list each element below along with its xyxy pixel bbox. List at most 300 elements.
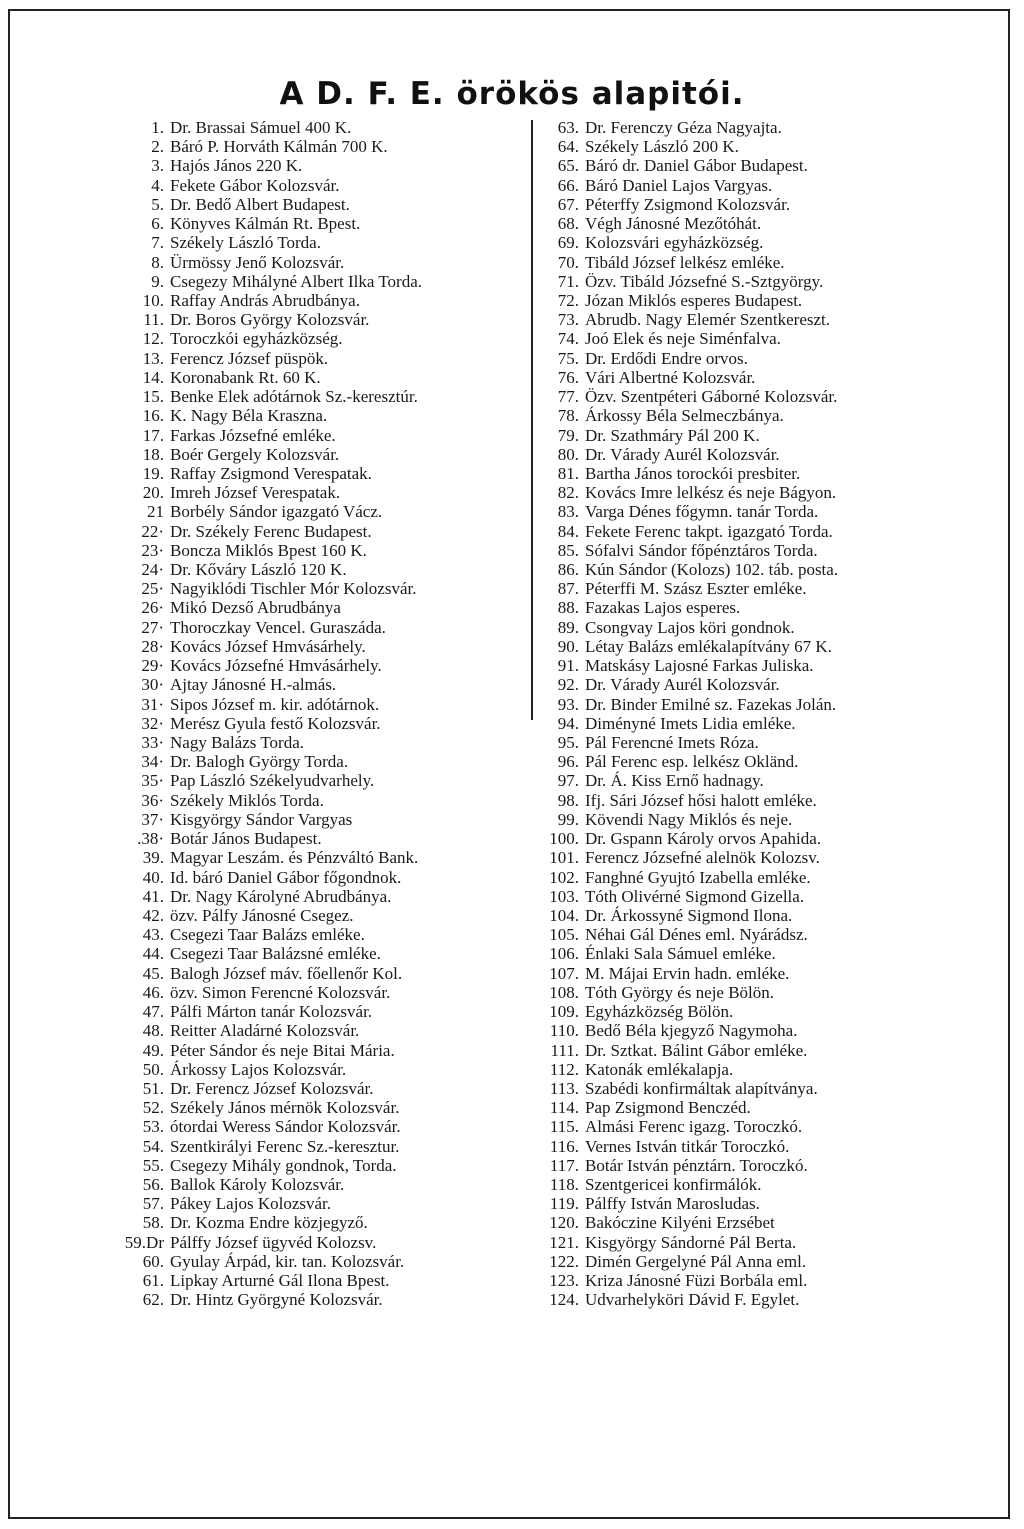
list-item bbox=[118, 848, 528, 867]
entry-number: 78. bbox=[557, 406, 579, 426]
entry-text: Péterffi M. Szász Eszter emléke. bbox=[585, 579, 807, 599]
entry-number: 46. bbox=[142, 982, 164, 1002]
entry-text: Ürmössy Jenő Kolozsvár. bbox=[170, 252, 345, 272]
entry-text: Fekete Ferenc takpt. igazgató Torda. bbox=[585, 521, 833, 541]
entry-text: Egyházközség Bölön. bbox=[585, 1002, 734, 1022]
list-item bbox=[545, 1117, 965, 1136]
list-item bbox=[118, 502, 528, 521]
entry-number: 107. bbox=[549, 963, 579, 983]
entry-text: Kolozsvári egyházközség. bbox=[585, 233, 764, 253]
entry-number: 52. bbox=[142, 1098, 164, 1118]
entry-text: Kövendi Nagy Miklós és neje. bbox=[585, 809, 793, 829]
list-item bbox=[545, 156, 965, 175]
entry-number: 47. bbox=[142, 1002, 164, 1022]
list-item bbox=[118, 1117, 528, 1136]
entry-text: Kisgyörgy Sándorné Pál Berta. bbox=[585, 1232, 797, 1252]
entry-text: Pál Ferencné Imets Róza. bbox=[585, 733, 759, 752]
list-item bbox=[545, 1156, 965, 1175]
entry-number: 11. bbox=[143, 310, 164, 330]
list-item bbox=[118, 1041, 528, 1060]
entry-number: 31· bbox=[141, 694, 164, 714]
entry-number: 70. bbox=[557, 252, 579, 272]
entry-text: Magyar Leszám. és Pénzváltó Bank. bbox=[170, 848, 419, 868]
list-item bbox=[118, 118, 528, 137]
list-item bbox=[545, 214, 965, 233]
list-item bbox=[118, 964, 528, 983]
entry-number: 57. bbox=[142, 1194, 164, 1214]
list-item bbox=[118, 1194, 528, 1213]
entry-text: Báró dr. Daniel Gábor Budapest. bbox=[585, 156, 808, 176]
entry-text: Thoroczkay Vencel. Guraszáda. bbox=[170, 617, 386, 637]
list-item bbox=[118, 656, 528, 675]
list-item bbox=[545, 541, 965, 560]
list-item bbox=[545, 310, 965, 329]
entry-number: 86. bbox=[557, 560, 579, 580]
list-item bbox=[545, 964, 965, 983]
entry-number: 91. bbox=[557, 656, 579, 676]
entry-text: Fazakas Lajos esperes. bbox=[585, 598, 741, 618]
entry-number: 71. bbox=[557, 271, 579, 291]
entry-text: Péterffy Zsigmond Kolozsvár. bbox=[585, 194, 791, 214]
entry-number: 59.Dr bbox=[124, 1232, 164, 1252]
entry-number: 58. bbox=[142, 1213, 164, 1233]
list-item bbox=[545, 176, 965, 195]
entry-text: Pákey Lajos Kolozsvár. bbox=[170, 1194, 331, 1214]
entry-text: Dr. Bedő Albert Budapest. bbox=[170, 194, 350, 214]
entry-number: 82. bbox=[557, 483, 579, 503]
list-item bbox=[118, 349, 528, 368]
list-item bbox=[545, 253, 965, 272]
list-item bbox=[118, 1002, 528, 1021]
entry-text: Koronabank Rt. 60 K. bbox=[170, 367, 321, 387]
entry-number: 1. bbox=[151, 118, 164, 137]
list-item bbox=[118, 483, 528, 502]
list-item bbox=[545, 445, 965, 464]
entry-number: 16. bbox=[142, 406, 164, 426]
entry-number: 118. bbox=[549, 1175, 579, 1195]
entry-number: 28· bbox=[141, 636, 164, 656]
entry-number: 113. bbox=[549, 1078, 579, 1098]
entry-number: 9. bbox=[151, 271, 164, 291]
list-item bbox=[118, 829, 528, 848]
list-item bbox=[118, 406, 528, 425]
entry-number: 114. bbox=[549, 1098, 579, 1118]
entry-number: 55. bbox=[142, 1155, 164, 1175]
entry-text: Dr. Ferencz József Kolozsvár. bbox=[170, 1078, 374, 1098]
list-item bbox=[118, 560, 528, 579]
entry-text: Botár János Budapest. bbox=[170, 829, 322, 849]
entry-text: Dr. Gspann Károly orvos Apahida. bbox=[585, 829, 822, 849]
entry-text: Székely László 200 K. bbox=[585, 137, 739, 157]
entry-text: Farkas Józsefné emléke. bbox=[170, 425, 336, 445]
list-item bbox=[545, 522, 965, 541]
list-item bbox=[118, 1175, 528, 1194]
entry-text: Sófalvi Sándor főpénztáros Torda. bbox=[585, 540, 818, 560]
list-item bbox=[545, 1271, 965, 1290]
list-item bbox=[545, 675, 965, 694]
entry-text: Ferencz József püspök. bbox=[170, 348, 329, 368]
entry-number: 81. bbox=[557, 463, 579, 483]
list-item bbox=[545, 349, 965, 368]
entry-number: 48. bbox=[142, 1021, 164, 1041]
entry-text: Dr. Boros György Kolozsvár. bbox=[170, 310, 370, 330]
list-item bbox=[545, 1290, 965, 1309]
entry-number: 105. bbox=[549, 925, 579, 945]
list-item bbox=[118, 1137, 528, 1156]
entry-number: 54. bbox=[142, 1136, 164, 1156]
list-item bbox=[545, 291, 965, 310]
entry-number: 65. bbox=[557, 156, 579, 176]
list-item bbox=[118, 637, 528, 656]
entry-number: 20. bbox=[142, 483, 164, 503]
entry-number: 116. bbox=[549, 1136, 579, 1156]
entry-text: Kún Sándor (Kolozs) 102. táb. posta. bbox=[585, 560, 839, 580]
entry-text: Kriza Jánosné Füzi Borbála eml. bbox=[585, 1271, 808, 1291]
entry-number: 68. bbox=[557, 214, 579, 234]
entry-number: 77. bbox=[557, 387, 579, 407]
list-item bbox=[118, 1213, 528, 1232]
entry-text: Szentgericei konfirmálók. bbox=[585, 1175, 762, 1195]
entry-text: Néhai Gál Dénes eml. Nyárádsz. bbox=[585, 925, 808, 945]
list-item bbox=[118, 291, 528, 310]
list-item bbox=[118, 214, 528, 233]
entry-number: 41. bbox=[142, 886, 164, 906]
entry-text: Csegezy Mihály gondnok, Torda. bbox=[170, 1155, 397, 1175]
list-item bbox=[545, 1194, 965, 1213]
entry-text: Árkossy Lajos Kolozsvár. bbox=[170, 1059, 347, 1079]
list-item bbox=[118, 137, 528, 156]
list-item bbox=[545, 887, 965, 906]
entry-text: Dr. Erdődi Endre orvos. bbox=[585, 348, 748, 368]
entry-number: 89. bbox=[557, 617, 579, 637]
entry-text: Létay Balázs emlékalapítvány 67 K. bbox=[585, 636, 832, 656]
list-item bbox=[118, 541, 528, 560]
entry-text: Dr. Hintz Györgyné Kolozsvár. bbox=[170, 1290, 383, 1310]
list-item bbox=[545, 1079, 965, 1098]
entry-text: Tibáld József lelkész emléke. bbox=[585, 252, 785, 272]
entry-number: 62. bbox=[142, 1290, 164, 1310]
entry-number: 63. bbox=[557, 118, 579, 137]
entry-text: ótordai Weress Sándor Kolozsvár. bbox=[170, 1117, 401, 1137]
list-item bbox=[545, 1137, 965, 1156]
list-item bbox=[545, 560, 965, 579]
list-item bbox=[118, 310, 528, 329]
list-item bbox=[118, 887, 528, 906]
entry-text: Dr. Árkossyné Sigmond Ilona. bbox=[585, 905, 793, 925]
list-item bbox=[545, 829, 965, 848]
list-item bbox=[118, 1252, 528, 1271]
list-item bbox=[118, 156, 528, 175]
list-item bbox=[118, 618, 528, 637]
list-item bbox=[545, 752, 965, 771]
entry-number: 19. bbox=[142, 463, 164, 483]
list-item bbox=[545, 426, 965, 445]
entry-number: 67. bbox=[557, 194, 579, 214]
entry-text: Ferencz Józsefné alelnök Kolozsv. bbox=[585, 848, 820, 868]
entry-text: Pál Ferenc esp. lelkész Okländ. bbox=[585, 752, 799, 772]
entry-number: 21 bbox=[147, 502, 164, 522]
list-item bbox=[545, 464, 965, 483]
list-item bbox=[545, 579, 965, 598]
entry-number: 15. bbox=[142, 387, 164, 407]
list-item bbox=[118, 695, 528, 714]
entry-number: 50. bbox=[142, 1059, 164, 1079]
entry-number: 64. bbox=[557, 137, 579, 157]
entry-text: Vernes István titkár Toroczkó. bbox=[585, 1136, 790, 1156]
entry-text: Botár István pénztárn. Toroczkó. bbox=[585, 1155, 808, 1175]
entry-text: Udvarhelyköri Dávid F. Egylet. bbox=[585, 1290, 800, 1310]
list-item bbox=[118, 253, 528, 272]
entry-number: 2. bbox=[151, 137, 164, 157]
entry-number: 121. bbox=[549, 1232, 579, 1252]
list-item bbox=[118, 368, 528, 387]
founders-list-right bbox=[545, 118, 965, 1310]
entry-text: Joó Elek és neje Siménfalva. bbox=[585, 329, 781, 349]
list-item bbox=[545, 944, 965, 963]
entry-number: 26· bbox=[141, 598, 164, 618]
entry-number: 12. bbox=[142, 329, 164, 349]
list-item bbox=[118, 1079, 528, 1098]
entry-number: 72. bbox=[557, 290, 579, 310]
entry-number: 7. bbox=[151, 233, 164, 253]
list-item bbox=[118, 925, 528, 944]
list-item bbox=[118, 868, 528, 887]
entry-text: Dr. Várady Aurél Kolozsvár. bbox=[585, 675, 780, 695]
entry-number: 37· bbox=[141, 809, 164, 829]
list-item bbox=[118, 1290, 528, 1309]
entry-text: Ifj. Sári József hősi halott emléke. bbox=[585, 790, 817, 810]
list-item bbox=[118, 522, 528, 541]
entry-text: Raffay Zsigmond Verespatak. bbox=[170, 463, 372, 483]
entry-text: Dr. Szathmáry Pál 200 K. bbox=[585, 425, 760, 445]
list-item bbox=[545, 1233, 965, 1252]
entry-text: Merész Gyula festő Kolozsvár. bbox=[170, 713, 381, 733]
entry-number: 43. bbox=[142, 925, 164, 945]
list-item bbox=[118, 195, 528, 214]
entry-number: 23· bbox=[141, 540, 164, 560]
entry-number: 56. bbox=[142, 1175, 164, 1195]
entry-text: Balogh József máv. főellenőr Kol. bbox=[170, 963, 403, 983]
list-item bbox=[545, 1041, 965, 1060]
entry-number: 123. bbox=[549, 1271, 579, 1291]
entry-number: 53. bbox=[142, 1117, 164, 1137]
list-item bbox=[118, 906, 528, 925]
list-item bbox=[118, 1098, 528, 1117]
entry-text: Kovács Józsefné Hmvásárhely. bbox=[170, 656, 382, 676]
entry-text: Kovács Imre lelkész és neje Bágyon. bbox=[585, 483, 837, 503]
entry-text: Dr. Várady Aurél Kolozsvár. bbox=[585, 444, 780, 464]
entry-text: Özv. Szentpéteri Gáborné Kolozsvár. bbox=[585, 387, 838, 407]
entry-text: Báró P. Horváth Kálmán 700 K. bbox=[170, 137, 388, 157]
entry-number: 49. bbox=[142, 1040, 164, 1060]
entry-number: 104. bbox=[549, 905, 579, 925]
entry-text: Varga Dénes főgymn. tanár Torda. bbox=[585, 502, 819, 522]
entry-text: Hajós János 220 K. bbox=[170, 156, 303, 176]
list-item bbox=[118, 464, 528, 483]
entry-text: Reitter Aladárné Kolozsvár. bbox=[170, 1021, 360, 1041]
entry-text: Csegezy Mihályné Albert Ilka Torda. bbox=[170, 271, 423, 291]
list-item bbox=[545, 868, 965, 887]
list-item bbox=[545, 848, 965, 867]
list-item bbox=[545, 810, 965, 829]
list-item bbox=[118, 272, 528, 291]
list-item bbox=[545, 906, 965, 925]
entry-text: Toroczkói egyházközség. bbox=[170, 329, 343, 349]
entry-number: 80. bbox=[557, 444, 579, 464]
page-title: A D. F. E. örökös alapitói. bbox=[279, 76, 745, 112]
list-item bbox=[545, 1175, 965, 1194]
list-item bbox=[545, 368, 965, 387]
entry-number: 27· bbox=[141, 617, 164, 637]
entry-number: 13. bbox=[142, 348, 164, 368]
list-item bbox=[118, 445, 528, 464]
entry-number: 115. bbox=[549, 1117, 579, 1137]
entry-text: Abrudb. Nagy Elemér Szentkereszt. bbox=[585, 310, 830, 330]
list-item bbox=[118, 1233, 528, 1252]
list-item bbox=[118, 598, 528, 617]
entry-number: 25· bbox=[141, 579, 164, 599]
entry-text: Bartha János torockói presbiter. bbox=[585, 463, 801, 483]
entry-text: Dr. Kőváry László 120 K. bbox=[170, 560, 347, 580]
list-item bbox=[545, 233, 965, 252]
entry-text: Bedő Béla kjegyző Nagymoha. bbox=[585, 1021, 798, 1041]
entry-text: Árkossy Béla Selmeczbánya. bbox=[585, 406, 784, 426]
entry-text: Gyulay Árpád, kir. tan. Kolozsvár. bbox=[170, 1251, 405, 1271]
entry-number: 51. bbox=[142, 1078, 164, 1098]
entry-number: 98. bbox=[557, 790, 579, 810]
list-item bbox=[118, 714, 528, 733]
entry-text: Vári Albertné Kolozsvár. bbox=[585, 367, 756, 387]
entry-number: 84. bbox=[557, 521, 579, 541]
entry-text: M. Májai Ervin hadn. emléke. bbox=[585, 963, 790, 983]
entry-text: Szentkirályi Ferenc Sz.-keresztur. bbox=[170, 1136, 400, 1156]
list-item bbox=[118, 771, 528, 790]
entry-number: 90. bbox=[557, 636, 579, 656]
entry-text: Matskásy Lajosné Farkas Juliska. bbox=[585, 656, 814, 676]
list-item bbox=[545, 771, 965, 790]
entry-text: Csegezi Taar Balázsné emléke. bbox=[170, 944, 381, 964]
entry-number: 83. bbox=[557, 502, 579, 522]
entry-text: Diményné Imets Lidia emléke. bbox=[585, 713, 796, 733]
entry-number: 66. bbox=[557, 175, 579, 195]
entry-number: 101. bbox=[549, 848, 579, 868]
entry-text: Kisgyörgy Sándor Vargyas bbox=[170, 809, 353, 829]
list-item bbox=[545, 329, 965, 348]
entry-text: Szabédi konfirmáltak alapítványa. bbox=[585, 1078, 818, 1098]
list-item bbox=[545, 733, 965, 752]
entry-text: Székely László Torda. bbox=[170, 233, 321, 253]
entry-number: 92. bbox=[557, 675, 579, 695]
entry-text: Dr. Binder Emilné sz. Fazekas Jolán. bbox=[585, 694, 837, 714]
entry-number: 29· bbox=[141, 656, 164, 676]
entry-number: 40. bbox=[142, 867, 164, 887]
entry-text: Tóth Olivérné Sigmond Gizella. bbox=[585, 886, 805, 906]
entry-number: 22· bbox=[141, 521, 164, 541]
entry-text: Bakóczine Kilyéni Erzsébet bbox=[585, 1213, 775, 1233]
list-item bbox=[118, 675, 528, 694]
list-item bbox=[118, 329, 528, 348]
entry-text: Csongvay Lajos köri gondnok. bbox=[585, 617, 795, 637]
entry-text: Id. báró Daniel Gábor főgondnok. bbox=[170, 867, 402, 887]
entry-text: Dr. Á. Kiss Ernő hadnagy. bbox=[585, 771, 764, 791]
entry-text: Tóth György és neje Bölön. bbox=[585, 982, 775, 1002]
list-item bbox=[545, 983, 965, 1002]
list-item bbox=[545, 791, 965, 810]
entry-number: 30· bbox=[141, 675, 164, 695]
entry-number: 119. bbox=[549, 1194, 579, 1214]
entry-number: 100. bbox=[549, 829, 579, 849]
entry-number: 122. bbox=[549, 1251, 579, 1271]
entry-number: 8. bbox=[151, 252, 164, 272]
entry-number: 96. bbox=[557, 752, 579, 772]
entry-text: Székely Miklós Torda. bbox=[170, 790, 324, 810]
list-item bbox=[545, 137, 965, 156]
entry-number: 73. bbox=[557, 310, 579, 330]
list-item bbox=[545, 925, 965, 944]
entry-text: Csegezi Taar Balázs emléke. bbox=[170, 925, 365, 945]
entry-text: Almási Ferenc igazg. Toroczkó. bbox=[585, 1117, 803, 1137]
entry-number: 6. bbox=[151, 214, 164, 234]
entry-text: Péter Sándor és neje Bitai Mária. bbox=[170, 1040, 395, 1060]
list-item bbox=[118, 1271, 528, 1290]
entry-number: .38· bbox=[137, 829, 164, 849]
list-item bbox=[545, 195, 965, 214]
list-item bbox=[545, 1060, 965, 1079]
list-item bbox=[118, 983, 528, 1002]
entry-number: 3. bbox=[151, 156, 164, 176]
entry-text: Boér Gergely Kolozsvár. bbox=[170, 444, 340, 464]
entry-number: 94. bbox=[557, 713, 579, 733]
list-item bbox=[545, 695, 965, 714]
list-item bbox=[118, 1156, 528, 1175]
entry-text: Nagyiklódi Tischler Mór Kolozsvár. bbox=[170, 579, 417, 599]
entry-text: Végh Jánosné Mezőtóhát. bbox=[585, 214, 762, 234]
entry-number: 99. bbox=[557, 809, 579, 829]
entry-number: 85. bbox=[557, 540, 579, 560]
entry-text: Mikó Dezső Abrudbánya bbox=[170, 598, 341, 618]
list-item bbox=[545, 483, 965, 502]
entry-number: 4. bbox=[151, 175, 164, 195]
list-item bbox=[118, 1060, 528, 1079]
entry-text: Pálffy József ügyvéd Kolozsv. bbox=[170, 1232, 377, 1252]
entry-number: 74. bbox=[557, 329, 579, 349]
entry-text: Pap Zsigmond Benczéd. bbox=[585, 1098, 751, 1118]
entry-number: 5. bbox=[151, 194, 164, 214]
entry-number: 10. bbox=[142, 290, 164, 310]
entry-number: 60. bbox=[142, 1251, 164, 1271]
entry-text: Pálfi Márton tanár Kolozsvár. bbox=[170, 1002, 373, 1022]
entry-text: K. Nagy Béla Kraszna. bbox=[170, 406, 328, 426]
list-item bbox=[545, 1021, 965, 1040]
entry-number: 61. bbox=[142, 1271, 164, 1291]
entry-number: 18. bbox=[142, 444, 164, 464]
entry-number: 120. bbox=[549, 1213, 579, 1233]
entry-text: Dr. Székely Ferenc Budapest. bbox=[170, 521, 372, 541]
entry-number: 34· bbox=[141, 752, 164, 772]
entry-text: özv. Pálfy Jánosné Csegez. bbox=[170, 905, 354, 925]
entry-text: Dr. Kozma Endre közjegyző. bbox=[170, 1213, 368, 1233]
entry-text: Pálffy István Marosludas. bbox=[585, 1194, 760, 1214]
entry-number: 79. bbox=[557, 425, 579, 445]
entry-text: Ballok Károly Kolozsvár. bbox=[170, 1175, 345, 1195]
entry-number: 69. bbox=[557, 233, 579, 253]
entry-text: Boncza Miklós Bpest 160 K. bbox=[170, 540, 367, 560]
list-item bbox=[118, 1021, 528, 1040]
list-item bbox=[118, 944, 528, 963]
entry-number: 24· bbox=[141, 560, 164, 580]
list-item bbox=[545, 406, 965, 425]
entry-number: 88. bbox=[557, 598, 579, 618]
